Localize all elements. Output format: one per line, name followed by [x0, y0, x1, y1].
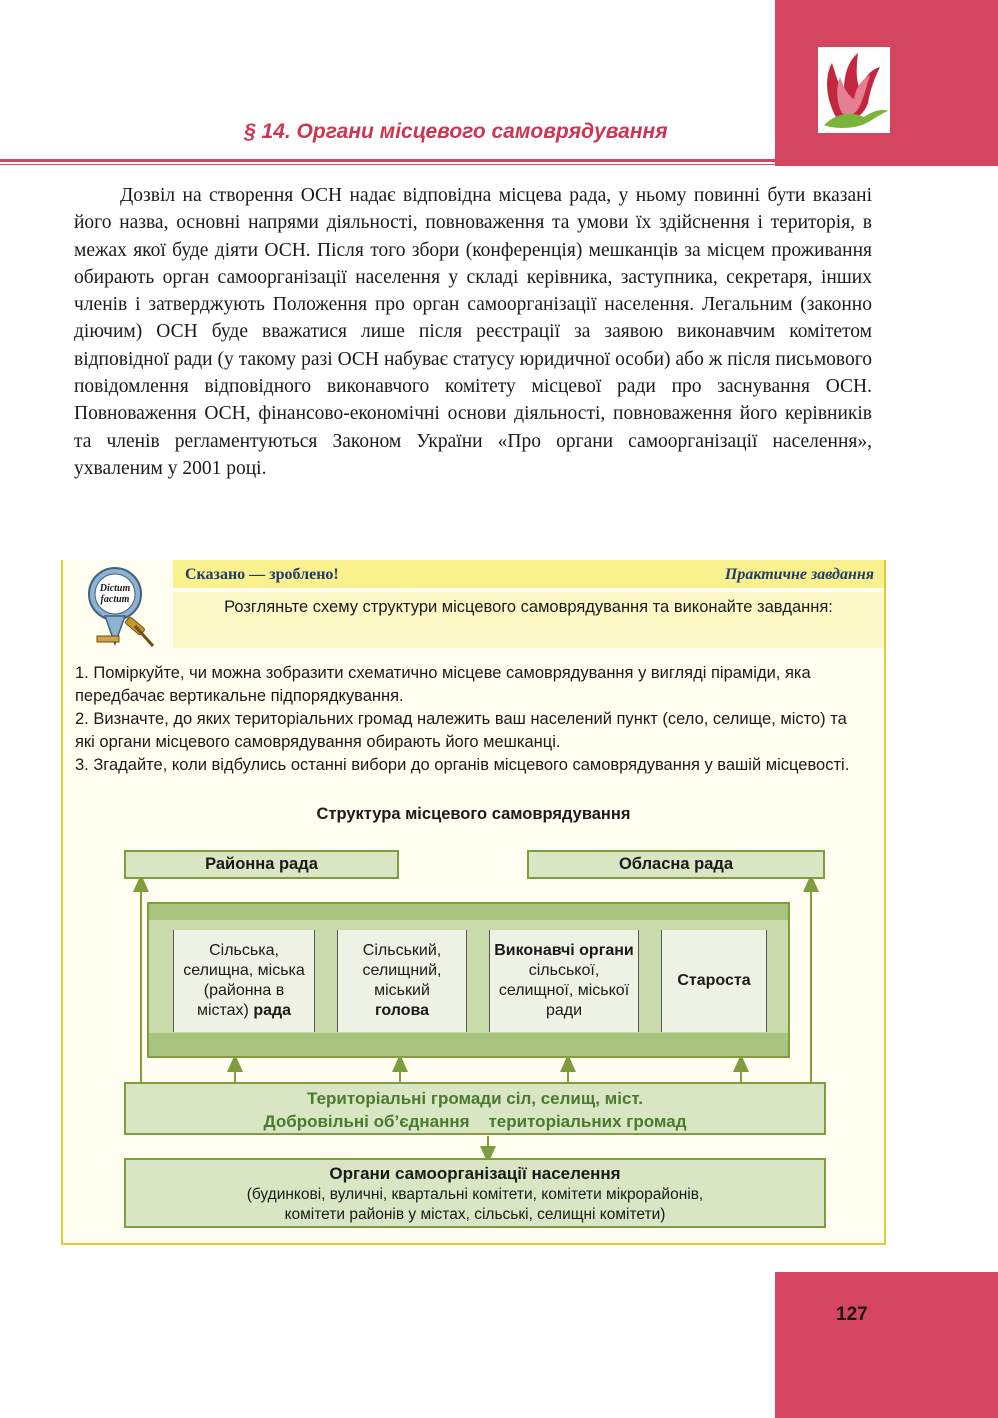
council-cell-text: Сільська, селищна, міська (районна в містах): [183, 942, 305, 1019]
self-organization-line-1: (будинкові, вуличні, квартальні комітети, комітети мікрорайонів,: [246, 1186, 704, 1203]
practical-task-box: [61, 560, 886, 1245]
self-organization-line-2: комітети районів у містах, сільські, селищні комітети): [284, 1206, 666, 1223]
starosta-cell: [661, 930, 767, 1032]
section-title: § 14. Органи місцевого самоврядування: [244, 120, 668, 143]
executive-cell-text: сільської, селищної, міської ради: [498, 962, 630, 1019]
communities-line-1: Територіальні громади сіл, селищ, міст.: [307, 1089, 643, 1108]
council-cell-bold: рада: [253, 1002, 292, 1019]
council-cell: [173, 930, 315, 1032]
regional-council-box: Обласна рада: [527, 850, 825, 879]
task-type-label: Практичне завдання: [724, 566, 874, 583]
header-rule: [0, 159, 775, 162]
task-header: [173, 560, 884, 588]
task-intro-box: [173, 592, 884, 648]
task-slogan: Сказано — зроблено!: [185, 566, 339, 583]
head-cell: [337, 930, 467, 1032]
self-organization-title: Органи самоорганізації населення: [329, 1164, 621, 1183]
scheme-title: Структура місцевого самоврядування: [316, 805, 631, 823]
hands-bird-icon: [818, 47, 890, 133]
starosta-cell-bold: Староста: [677, 972, 751, 989]
task-intro: Розгляньте схему структури місцевого самоврядування та виконайте завдання:: [224, 598, 833, 616]
local-bodies-inner: [149, 920, 788, 1033]
page-number: 127: [836, 1304, 868, 1325]
communities-box: [124, 1082, 826, 1135]
logo: [818, 47, 890, 133]
communities-line-2: Добровільні об’єднання територіальних громад: [263, 1112, 687, 1131]
executive-cell-bold: Виконавчі органи: [494, 942, 634, 959]
dictum-factum-stamp: [81, 564, 161, 652]
district-council-box: Районна рада: [124, 850, 399, 879]
header-rule-thin: [0, 164, 775, 165]
local-bodies-box: [147, 902, 790, 1058]
task-item-3: 3. Згадайте, коли відбулись останні вибори до органів місцевого самоврядування у вашій місцевості.: [75, 756, 850, 774]
side-band-bottom: [775, 1272, 998, 1418]
task-item-1: 1. Поміркуйте, чи можна зобразити схематично місцеве самоврядування у вигляді піраміди, яка передбачає вертикальне підпорядкування.: [75, 664, 811, 705]
body-paragraph: Дозвіл на створення ОСН надає відповідна місцева рада, у ньому повинні бути вказані його назва, основні напрями діяльності, повноваження та умови їх здійснення і територія, в межах якої буде діяти ОСН. Після того збори (конференція) мешканців за місцем проживання обирають орган самоорганізації населення у складі керівника, заступника, секретаря, інших членів і затверджують Положення про орган самоорганізації населення. Легальним (законно діючим) ОСН буде вважатися лише після реєстрації за заявою виконавчим комітетом відповідної ради (у такому разі ОСН набуває статусу юридичної особи) або ж після письмового повідомлення відповідного виконавчого комітету місцевої ради про заснування ОСН. Повноваження ОСН, фінансово-економічні основи діяльності, повноваження його керівників та членів регламентуються Законом України «Про органи самоорганізації населення», ухваленим у 2001 році.: [74, 185, 872, 479]
stamp-word-2: factum: [100, 594, 130, 605]
stamp-word-1: Dictum: [99, 583, 131, 594]
self-organization-box: [124, 1158, 826, 1228]
head-cell-bold: голова: [374, 1002, 430, 1019]
task-list: [75, 662, 865, 777]
task-item-2: 2. Визначте, до яких територіальних громад належить ваш населений пункт (село, селище, місто) та які органи місцевого самоврядування обирають його мешканці.: [75, 710, 847, 751]
head-cell-text: Сільський, селищний, міський: [362, 942, 442, 999]
executive-cell: [489, 930, 639, 1032]
